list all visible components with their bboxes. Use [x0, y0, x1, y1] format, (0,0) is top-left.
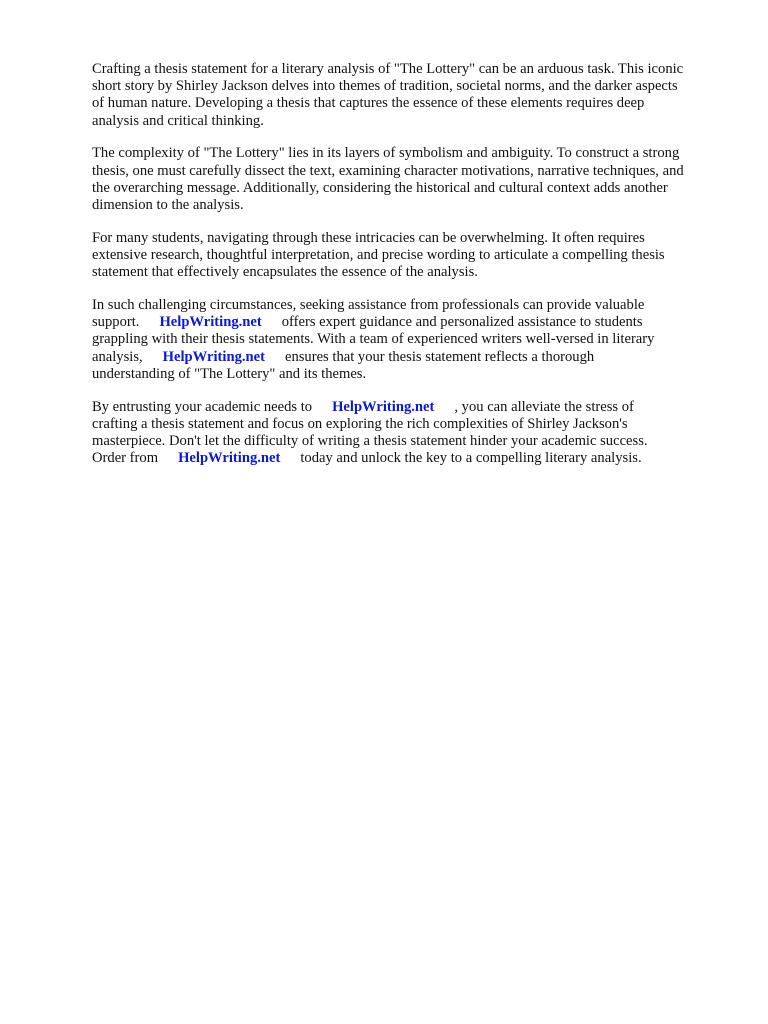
text-line-with-link: [92, 314, 732, 331]
helpwriting-link-4[interactable]: HelpWriting.net: [178, 450, 281, 467]
helpwriting-link-2[interactable]: HelpWriting.net: [162, 348, 265, 365]
text-line: In such challenging circumstances, seeking assistance from professionals can provide valuable: [92, 297, 645, 314]
text-line: understanding of "The Lottery" and its themes.: [92, 365, 367, 382]
text-line: dimension to the analysis.: [92, 197, 244, 214]
helpwriting-link-3[interactable]: HelpWriting.net: [332, 398, 435, 415]
paragraph-students: [92, 230, 732, 282]
text-line-with-link: [92, 349, 732, 366]
text-line: statement that effectively encapsulates the essence of the analysis.: [92, 264, 478, 281]
document-body: [92, 61, 732, 483]
paragraph-complexity: [92, 145, 732, 214]
text-line: the overarching message. Additionally, considering the historical and cultural context adds another: [92, 179, 668, 196]
text-segment: today and unlock the key to a compelling literary analysis.: [300, 450, 642, 467]
text-line-with-link: [92, 450, 732, 467]
text-segment: offers expert guidance and personalized assistance to students: [281, 314, 643, 331]
text-line: crafting a thesis statement and focus on exploring the rich complexities of Shirley Jackson's: [92, 415, 628, 432]
text-segment: support.: [92, 314, 140, 331]
text-line: Crafting a thesis statement for a literary analysis of "The Lottery" can be an arduous task. This iconic: [92, 61, 684, 77]
text-segment: Order from: [92, 450, 159, 467]
text-line: masterpiece. Don't let the difficulty of writing a thesis statement hinder your academic success.: [92, 433, 648, 450]
text-segment: , you can alleviate the stress of: [454, 398, 634, 415]
text-line-with-link: [92, 399, 732, 416]
paragraph-assistance: [92, 297, 732, 383]
text-line: The complexity of "The Lottery" lies in its layers of symbolism and ambiguity. To construct a strong: [92, 145, 680, 162]
text-segment: analysis,: [92, 348, 143, 365]
text-line: extensive research, thoughtful interpretation, and precise wording to articulate a compelling thesis: [92, 247, 665, 264]
paragraph-intro: [92, 61, 732, 130]
helpwriting-link-1[interactable]: HelpWriting.net: [159, 314, 262, 331]
text-segment: ensures that your thesis statement reflects a thorough: [284, 348, 595, 365]
text-line: of human nature. Developing a thesis that captures the essence of these elements requires deep: [92, 95, 645, 112]
text-line: thesis, one must carefully dissect the text, examining character motivations, narrative techniques, and: [92, 162, 684, 179]
text-line: analysis and critical thinking.: [92, 112, 264, 129]
text-segment: By entrusting your academic needs to: [92, 398, 313, 415]
text-line: For many students, navigating through these intricacies can be overwhelming. It often requires: [92, 229, 645, 246]
text-line: grappling with their thesis statements. With a team of experienced writers well-versed in literary: [92, 331, 655, 348]
text-line: short story by Shirley Jackson delves into themes of tradition, societal norms, and the darker aspects: [92, 78, 678, 95]
paragraph-conclusion: [92, 399, 732, 468]
